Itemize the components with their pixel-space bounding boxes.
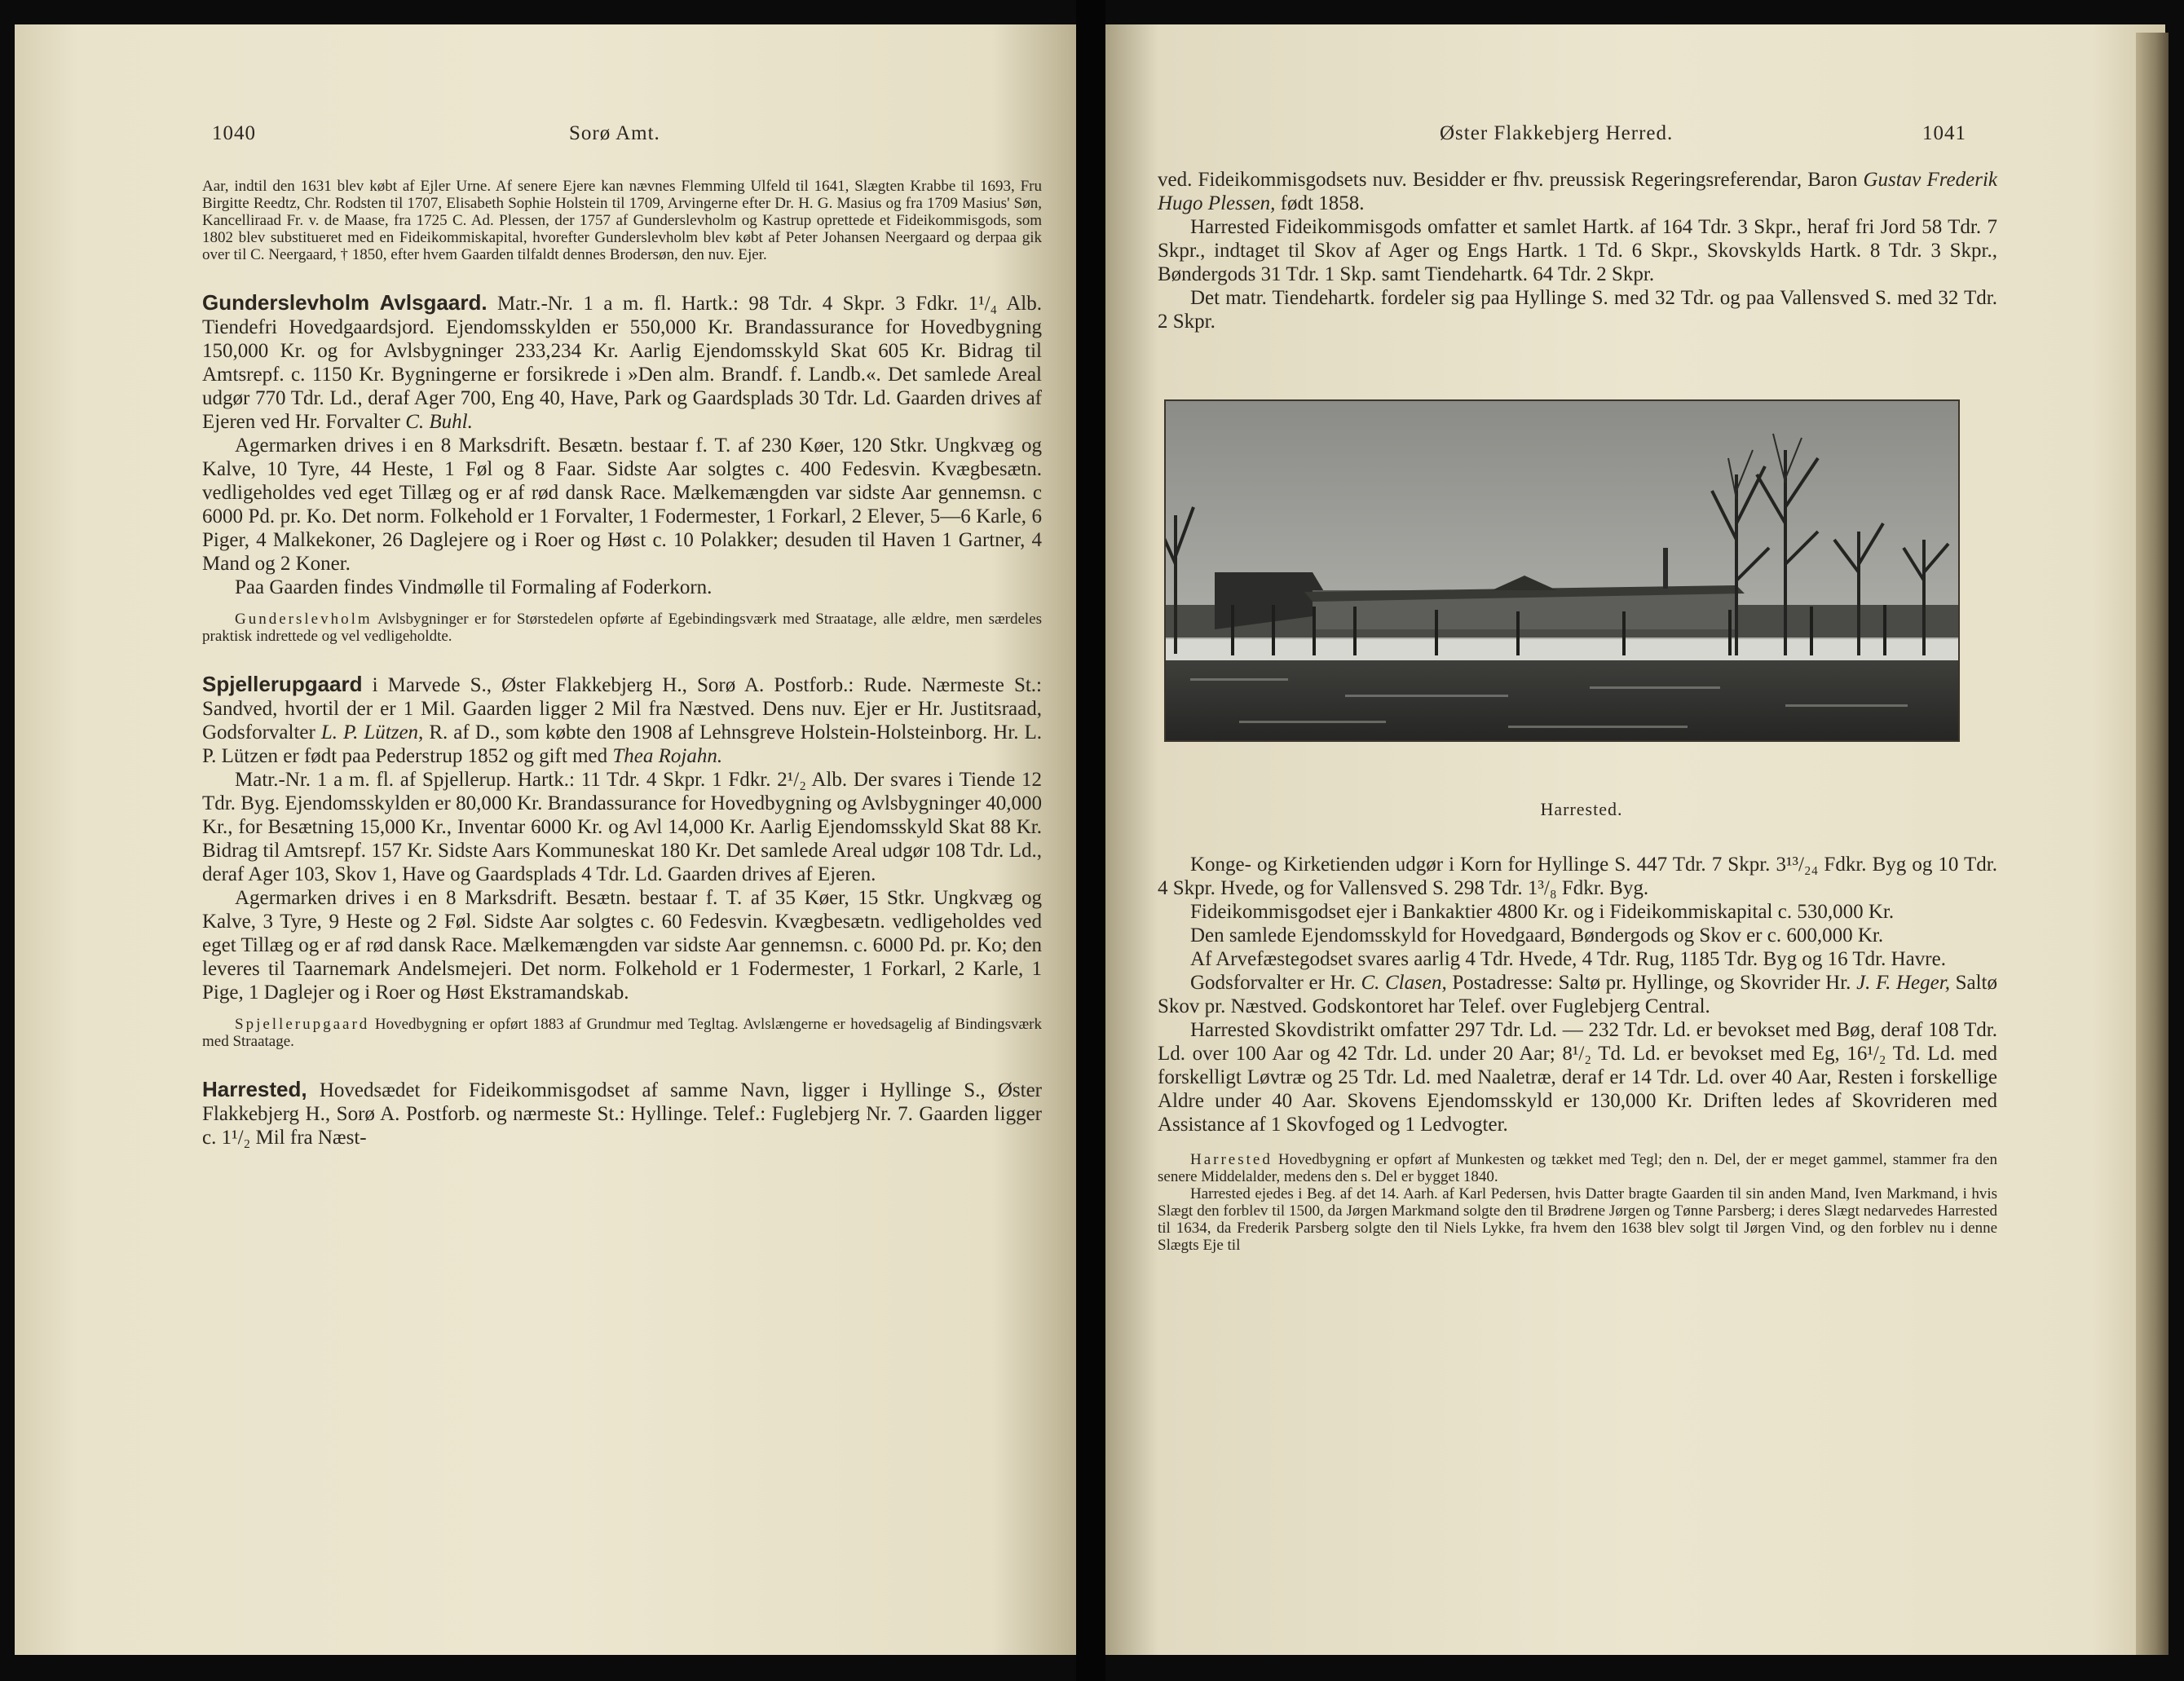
- harrested-heading: Harrested,: [202, 1077, 307, 1101]
- gunderslevholm-manager: C. Buhl.: [405, 411, 473, 433]
- tiendehartkorn: Det matr. Tiendehartk. fordeler sig paa Hyllinge S. med 32 Tdr. og paa Vallensved S. med 32 Tdr. 2 Skpr.: [1158, 287, 1997, 333]
- harrested-note-text: Hovedbygning er opført af Munkesten og tækket med Tegl; den n. Del, der er meget gammel, stammer fra den senere Middelalder, medens den s. Del er bygget 1840.: [1158, 1151, 1997, 1185]
- right-page: [1105, 24, 2165, 1655]
- running-head-left: Sorø Amt.: [569, 122, 660, 144]
- left-page: [15, 24, 1076, 1655]
- skovdistrikt-paragraph: Harrested Skovdistrikt omfatter 297 Tdr. Ld. — 232 Tdr. Ld. er bevokset med Bøg, deraf 108 Tdr. Ld. over 100 Aar og 42 Tdr. Ld. under 20 Aar; 8¹/₂ Td. Ld. er bevokset med Eg, 16¹/₂ Td. Ld. med forskelligt Løvtræ og 25 Tdr. Ld. med Naaletræ, deraf er 14 Tdr. Ld. over 40 Aar, Resten i forskellige Aldre under 40 Aar. Skovens Ejendomsskyld er 130,000 Kr. Driften ledes af Skovrideren med Assistance af 1 Skovfoged og 1 Ledvogter.: [1158, 1019, 1997, 1136]
- bankaktier-paragraph: Fideikommisgodset ejer i Bankaktier 4800 Kr. og i Fideikommiskapital c. 530,000 Kr.: [1190, 901, 1895, 923]
- gunderslevholm-building-note: [202, 611, 1042, 645]
- spjellerupgaard-paragraph-1: [202, 673, 1042, 768]
- harrested-building-note: [1158, 1151, 1997, 1185]
- harrested-history-note: Harrested ejedes i Beg. af det 14. Aarh. af Karl Pedersen, hvis Datter bragte Gaarden til sin anden Mand, Iven Markmand, i hvis Slægt den forblev til 1500, da Jørgen Markmand solgte den til Brødrene Jørgen og Tønne Parsberg; i deres Slægt nedarvedes Harrested til 1634, da Frederik Parsberg solgte den til Niels Lykke, fra hvem den 1638 blev solgt til Jørgen Vind, og den forblev nu i denne Slægts Eje til: [1158, 1185, 1997, 1254]
- godsforvalter-paragraph: [1158, 971, 1997, 1018]
- arvefaestegods-paragraph: Af Arvefæstegodset svares aarlig 4 Tdr. Hvede, 4 Tdr. Rug, 1185 Tdr. Byg og 16 Tdr. Havre.: [1190, 948, 1946, 970]
- gunderslevholm-paragraph-3: Paa Gaarden findes Vindmølle til Formaling af Foderkorn.: [235, 576, 713, 598]
- skovrider-name: J. F. Heger,: [1856, 972, 1950, 994]
- harrested-paragraph-1: [202, 1078, 1042, 1149]
- ejendomsskyld-paragraph: Den samlede Ejendomsskyld for Hovedgaard, Bøndergods og Skov er c. 600,000 Kr.: [1190, 924, 1884, 946]
- gunderslevholm-note-text: Avlsbygninger er for Størstedelen opførte af Egebindingsværk med Straatage, alle ældre, men særdeles praktisk indrettede og vel vedligeholdte.: [202, 611, 1043, 645]
- gunderslevholm-paragraph-2: Agermarken drives i en 8 Marksdrift. Besætn. bestaar f. T. af 230 Køer, 120 Stkr. Ungkvæg og Kalve, 10 Tyre, 44 Heste, 1 Føl og 8 Faar. Sidste Aar solgtes c. 400 Fedesvin. Kvægbesætn. vedligeholdes ved eget Tillæg og er af rød dansk Race. Mælkemængden var sidste Aar gennemsn. c 6000 Pd. pr. Ko. Det norm. Folkehold er 1 Forvalter, 1 Fodermester, 1 Forkarl, 2 Elever, 5—6 Karle, 6 Piger, 4 Malkekoner, 26 Daglejere og i Roer og Høst c. 10 Polakker; desuden til Haven 1 Gartner, 4 Mand og 2 Koner.: [202, 435, 1042, 575]
- spjellerupgaard-paragraph-2: Matr.-Nr. 1 a m. fl. af Spjellerup. Hartk.: 11 Tdr. 4 Skpr. 1 Fdkr. 2¹/₂ Alb. Der svares i Tiende 12 Tdr. Byg. Ejendomsskylden er 80,000 Kr. Brandassurance for Hovedbygning og Avlsbygninger 40,000 Kr., for Besætning 15,000 Kr., Inventar 6000 Kr. og Avl 14,000 Kr. Aarlig Ejendomsskyld Skat 88 Kr. Bidrag til Amtsrepf. 157 Kr. Sidste Aars Kommuneskat 180 Kr. Det samlede Areal udgør 108 Tdr. Ld., deraf Ager 103, Skov 1, Have og Gaardsplads 4 Tdr. Ld. Gaarden drives af Ejeren.: [202, 769, 1042, 885]
- harrested-continuation: [1158, 168, 1997, 215]
- intro-history-note: Aar, indtil den 1631 blev købt af Ejler Urne. Af senere Ejere kan nævnes Flemming Ulfeld til 1641, Slægten Krabbe til 1693, Fru Birgitte Reedtz, Chr. Rodsten til 1707, Elisabeth Sophie Holstein til 1709, Arvingerne efter Dr. H. G. Masius og fra 1709 Masius' Søn, Kancelliraad Fr. v. de Maase, fra 1725 C. Ad. Plessen, der 1757 af Gunderslevholm og Kastrup oprettede et Fideikommisgods, som 1802 blev substitueret med en Fideikommiskapital, hvorefter Gunderslevholm blev købt af Peter Johansen Neergaard og derpaa gik over til C. Neergaard, † 1850, efter hvem Gaarden tilfaldt dennes Brodersøn, den nuv. Ejer.: [202, 178, 1042, 263]
- gunderslevholm-text-1: Matr.-Nr. 1 a m. fl. Hartk.: 98 Tdr. 4 Skpr. 3 Fdkr. 1¹/₄ Alb. Tiendefri Hovedgaardsjord. Ejendomsskylden er 550,000 Kr. Brandassurance for Hovedbygning 150,000 Kr. og for Avlsbygninger 233,234 Kr. Aarlig Ejendomsskyld Skat 605 Kr. Bidrag til Amtsrepf. c. 1150 Kr. Bygningerne er forsikrede i »Den alm. Brandf. f. Landb.«. Det samlede Areal udgør 770 Tdr. Ld., deraf Ager 700, Eng 40, Have, Park og Gaardsplads 30 Tdr. Ld. Gaarden drives af Ejeren ved Hr. Forvalter: [202, 293, 1043, 433]
- godsforvalter-name: C. Clasen,: [1361, 972, 1447, 994]
- spjellerupgaard-paragraph-3: Agermarken drives i en 8 Marksdrift. Besætn. bestaar f. T. af 35 Køer, 15 Stkr. Ungkvæg og Kalve, 3 Tyre, 9 Heste og 2 Føl. Sidste Aar solgtes c. 60 Fedesvin. Kvægbesætn. vedligeholdes ved eget Tillæg og er af rød dansk Race. Mælkemængden var sidste Aar gennemsn. c. 6000 Pd. pr. Ko; den leveres til Taarnemark Andelsmejeri. Det norm. Folkehold er 1 Fodermester, 1 Forkarl, 2 Karle, 1 Pige, 1 Daglejer og i Roer og Høst Ekstramandskab.: [202, 887, 1042, 1004]
- spjellerupgaard-text-1a: i Marvede S., Øster Flakkebjerg H., Sorø A. Postforb.: Rude. Nærmeste St.: Sandved, hvortil der er 1 Mil. Gaarden ligger 2 Mil fra Næstved. Dens nuv. Ejer er Hr. Justitsraad, Godsforvalter: [202, 674, 1042, 743]
- harrested-note-lead: Harrested: [1190, 1151, 1273, 1168]
- photo-caption: Harrested.: [1540, 799, 1623, 819]
- spjellerupgaard-owner: L. P. Lützen,: [320, 721, 424, 743]
- running-head-right: Øster Flakkebjerg Herred.: [1440, 122, 1674, 144]
- page-number-right: 1041: [1922, 122, 1966, 144]
- tienden-paragraph: Konge- og Kirketienden udgør i Korn for Hyllinge S. 447 Tdr. 7 Skpr. 3¹³/₂₄ Fdkr. Byg og 10 Tdr. 4 Skpr. Hvede, og for Vallensved S. 298 Tdr. 1³/₈ Fdkr. Byg.: [1158, 854, 1997, 899]
- page-number-left: 1040: [212, 122, 256, 144]
- book-spine: [1076, 0, 1105, 1681]
- spjellerupgaard-note-text: Hovedbygning er opført 1883 af Grundmur med Tegltag. Avlslængerne er hovedsagelig af Bindingsværk med Straatage.: [202, 1016, 1043, 1050]
- spjellerupgaard-text-1b: R. af D., som købte den 1908 af Lehnsgreve Holstein-Holsteinborg. Hr. L. P. Lützen er født paa Pederstrup 1852 og gift med: [202, 721, 1043, 767]
- gunderslevholm-paragraph-1: [202, 291, 1042, 434]
- gunderslevholm-heading: Gunderslevholm Avlsgaard.: [202, 290, 488, 315]
- farm-photo-image: [1166, 401, 1958, 740]
- gunderslevholm-note-lead: Gunderslevholm: [235, 611, 373, 628]
- spjellerupgaard-wife: Thea Rojahn.: [612, 745, 723, 767]
- harrested-text-1a: ved. Fideikommisgodsets nuv. Besidder er fhv. preussisk Regeringsreferendar, Baron: [1158, 169, 1858, 191]
- harrested-text-1b: født 1858.: [1280, 192, 1365, 214]
- fideikommis-hartkorn: Harrested Fideikommisgods omfatter et samlet Hartk. af 164 Tdr. 3 Skpr., heraf fri Jord 58 Tdr. 7 Skpr., indtaget til Skov af Ager og Engs Hartk. 1 Td. 6 Skpr., Skovskylds Hartk. 8 Tdr. 3 Skpr., Bøndergods 31 Tdr. 1 Skp. samt Tiendehartk. 64 Tdr. 2 Skpr.: [1158, 216, 1997, 285]
- book-edge: [2136, 33, 2169, 1655]
- harrested-farm-photo: [1164, 399, 1960, 742]
- left-text-column: [202, 178, 1042, 1149]
- spjellerupgaard-building-note: [202, 1016, 1042, 1050]
- spjellerupgaard-heading: Spjellerupgaard: [202, 672, 363, 696]
- spjellerupgaard-note-lead: Spjellerupgaard: [235, 1016, 370, 1033]
- godsforvalter-text-b: Postadresse: Saltø pr. Hyllinge, og Skovrider Hr.: [1452, 972, 1851, 994]
- godsforvalter-text-c: Saltø Skov pr. Næstved. Godskontoret har Telef. over Fuglebjerg Central.: [1158, 972, 1997, 1017]
- right-text-column-top: [1158, 168, 1997, 333]
- harrested-text-1: Hovedsædet for Fideikommisgodset af samme Navn, ligger i Hyllinge S., Øster Flakkebjerg H., Sorø A. Postforb. og nærmeste St.: Hyllinge. Telef.: Fuglebjerg Nr. 7. Gaarden ligger c. 1¹/₂ Mil fra Næst-: [202, 1079, 1043, 1149]
- harrested-holder: Gustav Frederik Hugo Plessen,: [1158, 169, 1997, 214]
- right-text-column-bottom: [1158, 853, 1997, 1254]
- godsforvalter-text-a: Godsforvalter er Hr.: [1190, 972, 1356, 994]
